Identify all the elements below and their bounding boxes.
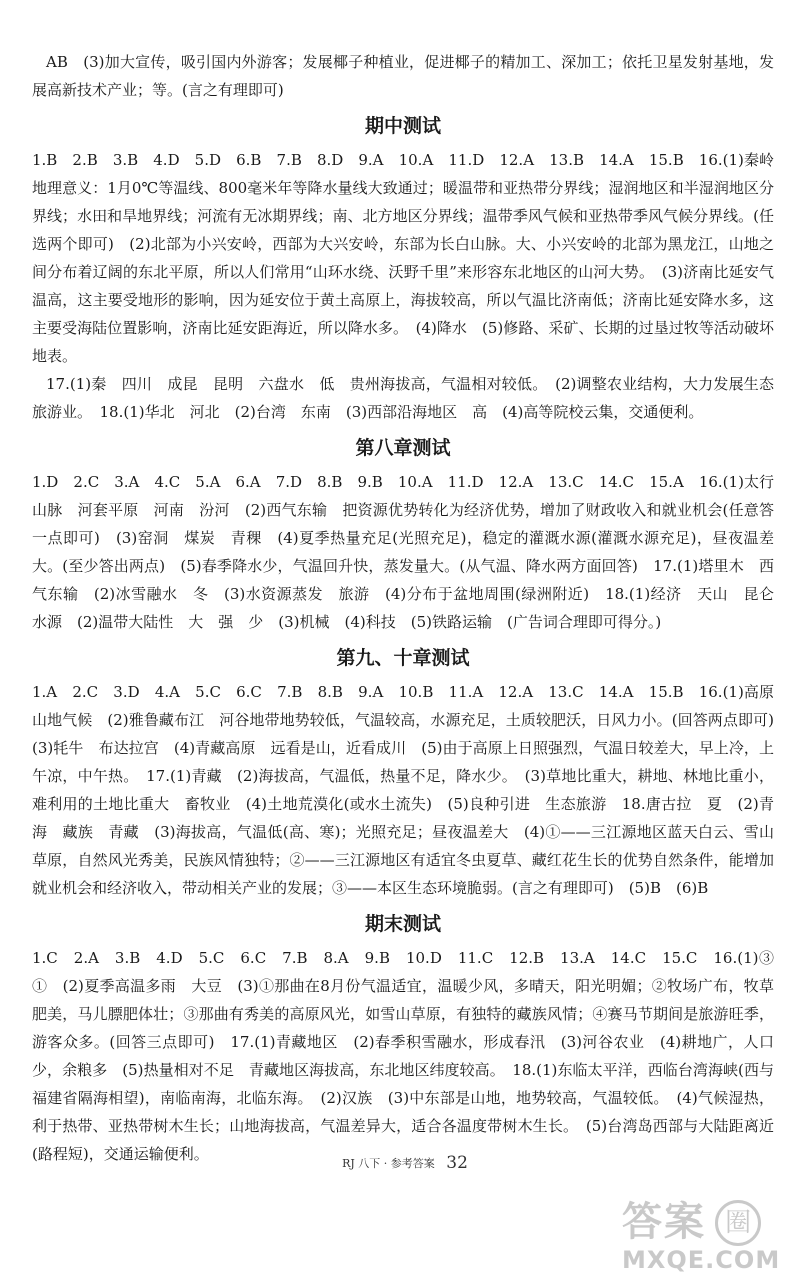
chapter9-10-answers: 1.A 2.C 3.D 4.A 5.C 6.C 7.B 8.B 9.A 10.B 11.A 12.A 13.C 14.A 15.B 16.(1)高原山地气候 (2)雅鲁藏布江 河谷地带地势较低，气温较高，水源充足，土质较肥沃，日风力小。(回答两点即可) (3)牦牛 布达拉宫 (4)青藏高原 远看是山，近看成川 (5)由于高原上日照强烈，气温日较差大，早上冷，上午凉，中午热。 17.(1)青藏 (2)海拔高，气温低，热量不足，降水少。 (3)草地比重大，耕地、林地比重小，难利用的土地比重大 畜牧业 (4)土地荒漠化(或水土流失) (5)良种引进 生态旅游 18.唐古拉 夏 (2)青海 藏族 青藏 (3)海拔高，气温低(高、寒)；光照充足；昼夜温差大 (4)①——三江源地区蓝天白云、雪山草原，自然风光秀美，民族风情独特；②——三江源地区有适宜冬虫夏草、藏红花生长的优势自然条件，能增加就业机会和经济收入，带动相关产业的发展；③——本区生态环境脆弱。(言之有理即可) (5)B (6)B: [32, 683, 790, 897]
page-number: 32: [446, 1153, 468, 1173]
section-title-chapter9-10: 第九、十章测试: [336, 647, 470, 669]
section-title-chapter8: 第八章测试: [355, 437, 451, 459]
watermark-title: 答案: [622, 1199, 706, 1245]
midterm-answers: 1.B 2.B 3.B 4.D 5.D 6.B 7.B 8.D 9.A 10.A 11.D 12.A 13.B 14.A 15.B 16.(1)秦岭地理意义：1月0℃等温线、800毫米年等降水量线大致通过；暖温带和亚热带分界线；湿润地区和半湿润地区分界线；水田和旱地界线；河流有无冰期界线；南、北方地区分界线；温带季风气候和亚热带季风气候分界线。(任选两个即可) (2)北部为小兴安岭，西部为大兴安岭，东部为长白山脉。大、小兴安岭的北部为黑龙江，山地之间分布着辽阔的东北平原，所以人们常用“山环水绕、沃野千里”来形容东北地区的山河大势。 (3)济南比延安气温高，这主要受地形的影响，因为延安位于黄土高原上，海拔较高，所以气温比济南低；济南比延安降水多，这主要受海陆位置影响，济南比延安距海近，所以降水多。 (4)降水 (5)修路、采矿、长期的过垦过牧等活动破坏地表。: [32, 151, 774, 365]
chapter8-answers: 1.D 2.C 3.A 4.C 5.A 6.A 7.D 8.B 9.B 10.A 11.D 12.A 13.C 14.C 15.A 16.(1)太行山脉 河套平原 河南 汾河 (2)西气东输 把资源优势转化为经济优势，增加了财政收入和就业机会(任意答一点即可) (3)窑洞 煤炭 青稞 (4)夏季热量充足(光照充足)，稳定的灌溉水源(灌溉水源充足)，昼夜温差大。(至少答出两点) (5)春季降水少，气温回升快，蒸发量大。(从气温、降水两方面回答) 17.(1)塔里木 西气东输 (2)冰雪融水 冬 (3)水资源蒸发 旅游 (4)分布于盆地周围(绿洲附近) 18.(1)经济 天山 昆仑 水源 (2)温带大陆性 大 强 少 (3)机械 (4)科技 (5)铁路运输 (广告词合理即可得分。): [32, 473, 790, 631]
section-title-midterm: 期中测试: [364, 115, 441, 137]
section-title-final: 期末测试: [364, 913, 441, 935]
midterm-answers-cont: 17.(1)秦 四川 成昆 昆明 六盘水 低 贵州海拔高，气温相对较低。 (2)调整农业结构，大力发展生态旅游业。 18.(1)华北 河北 (2)台湾 东南 (3)西部沿海地区 高 (4)高等院校云集，交通便利。: [32, 375, 774, 421]
footer-label: RJ 八下 · 参考答案: [342, 1157, 435, 1170]
watermark-logo: [622, 1200, 802, 1274]
page-footer: [0, 1153, 810, 1173]
answer-page: [32, 48, 790, 1168]
watermark-domain: MXQE.COM: [622, 1246, 781, 1274]
final-answers: 1.C 2.A 3.B 4.D 5.C 6.C 7.B 8.A 9.B 10.D 11.C 12.B 13.A 14.C 15.C 16.(1)③ ① (2)夏季高温多雨 大豆 (3)①那曲在8月份气温适宜，温暖少风，多晴天，阳光明媚；②牧场广布，牧草肥美，马儿膘肥体壮；③那曲有秀美的高原风光，如雪山草原，有独特的藏族风情；④赛马节期间是旅游旺季，游客众多。(回答三点即可) 17.(1)青藏地区 (2)春季积雪融水，形成春汛 (3)河谷农业 (4)耕地广，人口少，余粮多 (5)热量相对不足 青藏地区海拔高，东北地区纬度较高。 18.(1)东临太平洋，西临台湾海峡(西与福建省隔海相望)，南临南海，北临东海。 (2)汉族 (3)中东部是山地，地势较高，气温较低。 (4)气候湿热，利于热带、亚热带树木生长；山地海拔高，气温差异大，适合各温度带树木生长。 (5)台湾岛西部与大陆距离近(路程短)，交通运输便利。: [32, 949, 790, 1163]
watermark-circle-icon: 圈: [715, 1200, 761, 1246]
intro-paragraph: AB (3)加大宣传，吸引国内外游客；发展椰子种植业，促进椰子的精加工、深加工；依托卫星发射基地，发展高新技术产业；等。(言之有理即可): [32, 53, 774, 99]
